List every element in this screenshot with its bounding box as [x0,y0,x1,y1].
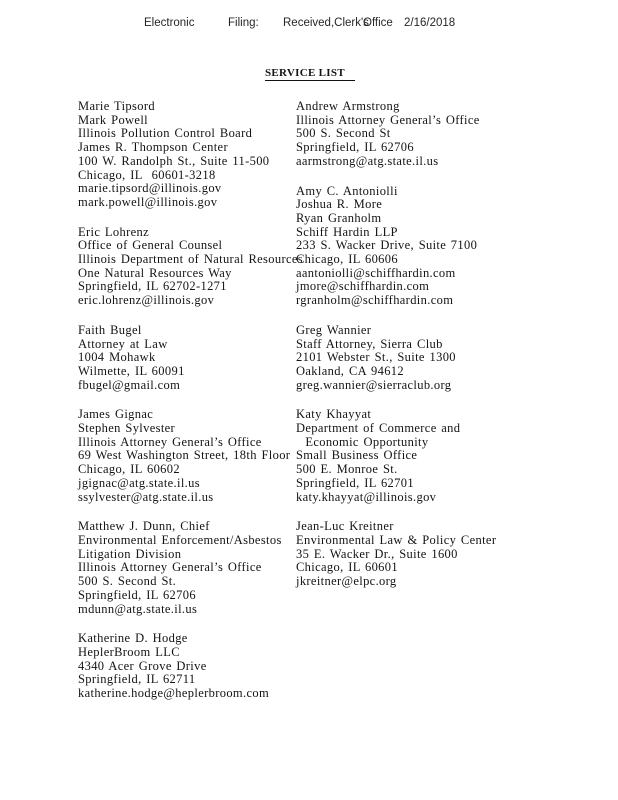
contact-line: James R. Thompson Center [78,140,228,155]
contact-line: 4340 Acer Grove Drive [78,658,207,673]
contact-email: katy.khayyat@illinois.gov [296,489,437,504]
contact-block [78,408,303,504]
contact-line: Litigation Division [78,546,182,561]
efiling-stamp-word-filing: Filing: [228,17,259,29]
contact-line: Faith Bugel [78,322,142,337]
contact-email: fbugel@gmail.com [78,377,181,392]
contact-line: Joshua R. More [296,197,383,212]
contact-line: Illinois Attorney General’s Office [78,434,262,449]
contact-block [296,520,581,589]
efiling-stamp [0,17,618,33]
contact-line: 100 W. Randolph St., Suite 11-500 [78,153,270,168]
contact-line: 500 E. Monroe St. [296,462,398,477]
service-list-right-column [296,100,581,605]
contact-email: ssylvester@atg.state.il.us [78,489,214,504]
contact-line: Andrew Armstrong [296,99,400,113]
contact-line: Chicago, IL 60602 [78,462,180,477]
contact-line: Office of General Counsel [78,238,223,253]
contact-line: Matthew J. Dunn, Chief [78,519,210,534]
contact-line: Staff Attorney, Sierra Club [296,336,443,351]
contact-line: One Natural Resources Way [78,265,232,280]
contact-block [78,100,303,210]
efiling-stamp-date: 2/16/2018 [404,17,456,29]
contact-line: James Gignac [78,407,154,422]
contact-email: mark.powell@illinois.gov [78,194,218,209]
contact-block [78,226,303,308]
contact-line: Katy Khayyat [296,407,372,422]
contact-email: eric.lohrenz@illinois.gov [78,293,215,308]
contact-line: Greg Wannier [296,322,372,337]
service-list-left-column [78,100,303,717]
contact-line: 69 West Washington Street, 18th Floor [78,448,291,463]
contact-line: Mark Powell [78,112,148,127]
contact-line: Springfield, IL 62701 [296,475,414,490]
contact-email: katherine.hodge@heplerbroom.com [78,686,270,701]
contact-email: jkreitner@elpc.org [296,574,397,589]
contact-line: Attorney at Law [78,336,168,351]
contact-line: Environmental Enforcement/Asbestos [78,532,282,547]
contact-line: Environmental Law & Policy Center [296,532,497,547]
contact-line: Illinois Pollution Control Board [78,126,253,141]
contact-line: Springfield, IL 62706 [296,140,414,155]
contact-line: 500 S. Second St [296,126,391,141]
contact-line: Springfield, IL 62702-1271 [78,279,227,294]
contact-line: Katherine D. Hodge [78,631,188,646]
efiling-stamp-word-electronic: Electronic [144,17,195,29]
contact-block [78,520,303,616]
contact-line: Wilmette, IL 60091 [78,363,185,378]
contact-line: 2101 Webster St., Suite 1300 [296,350,456,365]
contact-line: Springfield, IL 62706 [78,587,196,602]
contact-line: Department of Commerce and [296,421,461,436]
contact-email: aarmstrong@atg.state.il.us [296,153,439,168]
contact-block [78,324,303,393]
contact-email: aantoniolli@schiffhardin.com [296,265,456,280]
contact-line: Chicago, IL 60601-3218 [78,167,216,182]
contact-line: Illinois Attorney General’s Office [78,560,262,575]
service-list-title: SERVICE LIST [265,67,355,81]
contact-line: Amy C. Antoniolli [296,183,398,198]
contact-line: Springfield, IL 62711 [78,672,196,687]
contact-email: greg.wannier@sierraclub.org [296,377,452,392]
contact-line: Illinois Department of Natural Resources [78,252,303,267]
contact-line: Small Business Office [296,448,418,463]
contact-block [296,324,581,393]
contact-line: Chicago, IL 60606 [296,252,398,267]
contact-line: Marie Tipsord [78,99,155,113]
contact-line: Economic Opportunity [296,434,429,449]
contact-line: Illinois Attorney General’s Office [296,112,480,127]
contact-email: jgignac@atg.state.il.us [78,475,200,490]
contact-email: marie.tipsord@illinois.gov [78,181,222,196]
contact-line: Jean-Luc Kreitner [296,519,394,534]
efiling-stamp-word-received-clerks: Received,Clerk's [283,17,369,29]
contact-line: Schiff Hardin LLP [296,224,398,239]
contact-line: Ryan Granholm [296,210,382,225]
contact-email: mdunn@atg.state.il.us [78,601,198,616]
contact-line: Eric Lohrenz [78,224,149,239]
contact-block [78,632,303,701]
contact-block [296,408,581,504]
contact-line: Stephen Sylvester [78,421,176,436]
contact-line: 1004 Mohawk [78,350,156,365]
contact-email: rgranholm@schiffhardin.com [296,293,454,308]
contact-line: 233 S. Wacker Drive, Suite 7100 [296,238,478,253]
contact-line: Chicago, IL 60601 [296,560,398,575]
contact-line: Oakland, CA 94612 [296,363,404,378]
contact-block [296,100,581,169]
contact-block [296,185,581,308]
contact-line: 35 E. Wacker Dr., Suite 1600 [296,546,458,561]
contact-line: HeplerBroom LLC [78,644,180,659]
efiling-stamp-word-office: Office [363,17,393,29]
contact-email: jmore@schiffhardin.com [296,279,430,294]
contact-line: 500 S. Second St. [78,574,177,589]
